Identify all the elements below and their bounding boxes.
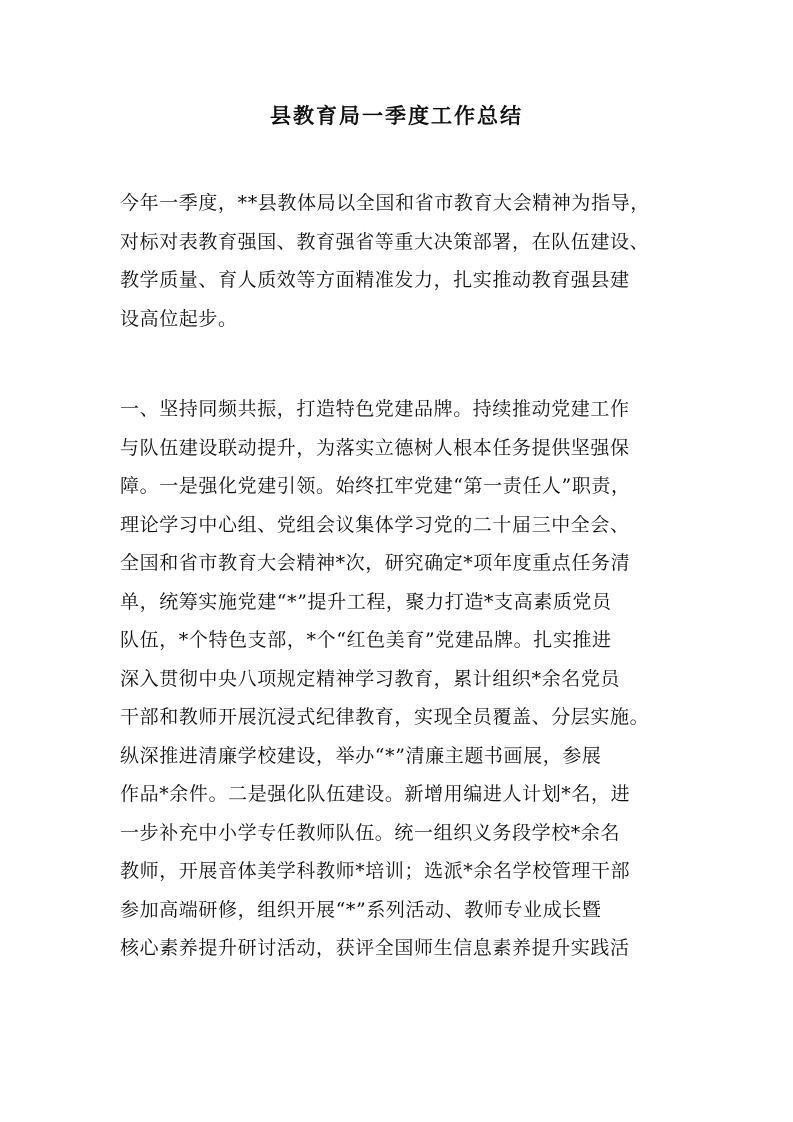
paragraph-line: 核心素养提升研讨活动，获评全国师生信息素养提升实践活	[120, 937, 630, 959]
paragraph-line: 理论学习中心组、党组会议集体学习党的二十届三中全会、	[120, 513, 630, 536]
paragraph-line: 一、坚持同频共振，打造特色党建品牌。持续推动党建工作	[120, 398, 630, 420]
document-title: 县教育局一季度工作总结	[270, 103, 523, 128]
paragraph-line: 一步补充中小学专任教师队伍。统一组织义务段学校*余名	[120, 821, 621, 844]
paragraph-line: 参加高端研修，组织开展“*”系列活动、教师专业成长暨	[120, 898, 602, 921]
paragraph-line: 对标对表教育强国、教育强省等重大决策部署，在队伍建设、	[120, 230, 650, 253]
paragraph-line: 全国和省市教育大会精神*次，研究确定*项年度重点任务清	[120, 552, 631, 574]
paragraph-line: 纵深推进清廉学校建设，举办“*”清廉主题书画展，参展	[120, 744, 602, 767]
paragraph-line: 与队伍建设联动提升，为落实立德树人根本任务提供坚强保	[120, 436, 630, 459]
paragraph-line: 队伍，*个特色支部，*个“红色美育”党建品牌。扎实推进	[120, 629, 612, 651]
paragraph-line: 障。一是强化党建引领。始终扛牢党建“第一责任人”职责，	[120, 475, 631, 497]
paragraph-line: 单，统筹实施党建“*”提升工程，聚力打造*支高素质党员	[120, 590, 612, 613]
paragraph-line: 教师，开展音体美学科教师*培训；选派*余名学校管理干部	[120, 860, 631, 882]
paragraph-line: 教学质量、育人质效等方面精准发力，扎实推动教育强县建	[120, 269, 630, 291]
section-one-paragraph	[120, 390, 680, 968]
paragraph-line: 今年一季度，**县教体局以全国和省市教育大会精神为指导，	[120, 192, 650, 214]
paragraph-line: 干部和教师开展沉浸式纪律教育，实现全员覆盖、分层实施。	[120, 706, 650, 728]
intro-paragraph	[120, 184, 680, 338]
paragraph-line: 作品*余件。二是强化队伍建设。新增用编进人计划*名，进	[120, 783, 631, 805]
paragraph-line: 深入贯彻中央八项规定精神学习教育，累计组织*余名党员	[120, 667, 621, 690]
paragraph-line: 设高位起步。	[120, 307, 238, 330]
